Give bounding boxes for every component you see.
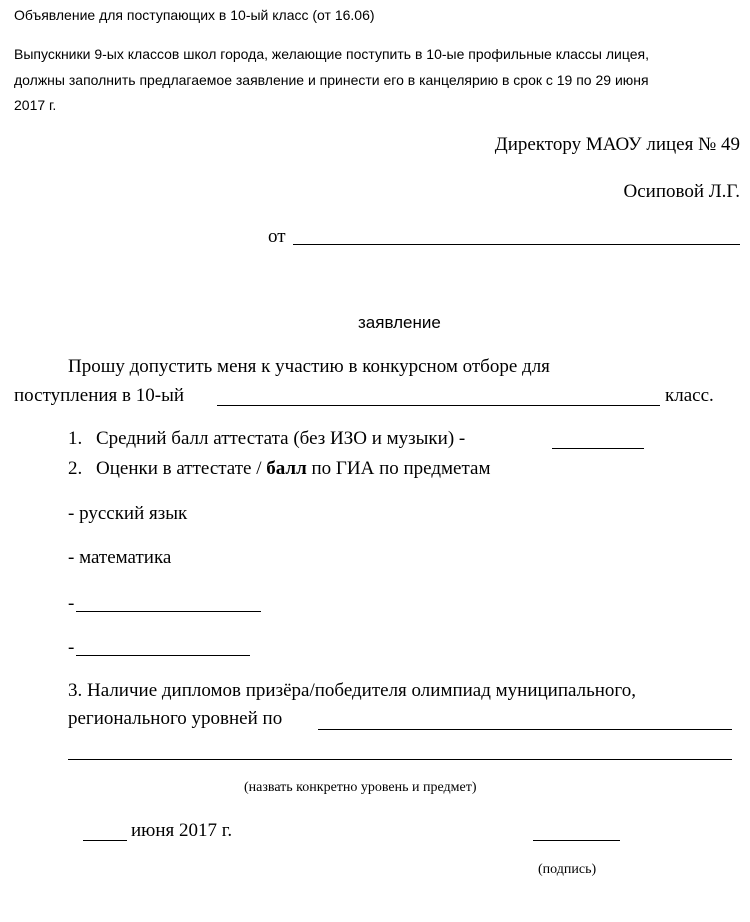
average-grade-blank-line[interactable] [552,448,644,449]
signature-label: (подпись) [538,862,597,877]
item-2-text-b: по ГИА по предметам [311,458,491,479]
olympiad-blank-line-2[interactable] [68,759,732,760]
from-label: от [268,226,286,247]
item-1-text: Средний балл аттестата (без ИЗО и музыки) - [96,428,466,449]
subject-russian: - русский язык [68,503,188,524]
item-2-number: 2. [68,458,83,479]
addressee-name: Осиповой Л.Г. [623,181,740,202]
item-3-line-2: регионального уровней по [68,708,283,729]
signature-blank-line[interactable] [533,840,620,841]
announcement-line-2: должны заполнить предлагаемое заявление и принести его в канцелярию в срок с 19 по 29 июня [14,72,649,88]
extra-subject-dash-1: - [68,593,75,614]
day-blank-line[interactable] [83,840,127,841]
olympiad-blank-line-1[interactable] [318,729,732,730]
request-line-2-start: поступления в 10-ый [14,385,185,406]
request-line-1: Прошу допустить меня к участию в конкурсном отборе для [68,356,550,377]
request-line-2-end: класс. [665,385,714,406]
subject-math: - математика [68,547,172,568]
item-2-text-bold: балл [266,458,307,479]
item-1-number: 1. [68,428,83,449]
addressee-director: Директору МАОУ лицея № 49 [494,134,740,155]
extra-subject-blank-1[interactable] [76,611,261,612]
item-3-line-1: 3. Наличие дипломов призёра/победителя олимпиад муниципального, [68,680,636,701]
application-heading: заявление [358,313,441,332]
from-blank-line[interactable] [293,244,740,245]
extra-subject-blank-2[interactable] [76,655,250,656]
extra-subject-dash-2: - [68,637,75,658]
announcement-title: Объявление для поступающих в 10-ый класс (от 16.06) [14,7,375,23]
class-blank-line[interactable] [217,405,660,406]
olympiad-hint: (назвать конкретно уровень и предмет) [244,780,477,795]
date-text: июня 2017 г. [131,820,233,841]
announcement-line-3: 2017 г. [14,97,57,113]
item-2-text [96,458,490,480]
announcement-line-1: Выпускники 9-ых классов школ города, желающие поступить в 10-ые профильные классы лицея, [14,46,649,62]
item-2-text-a: Оценки в аттестате / [96,458,262,479]
